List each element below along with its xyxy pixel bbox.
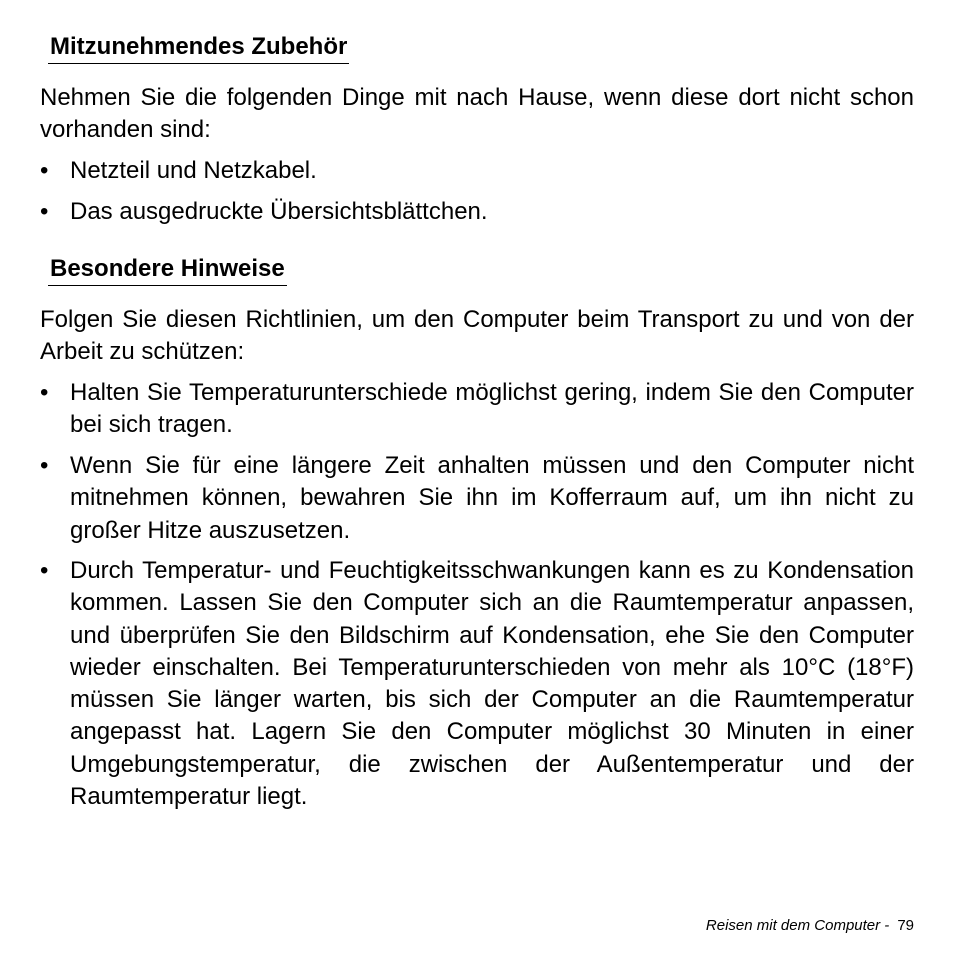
list-item-text: Wenn Sie für eine längere Zeit anhalten müssen und den Computer nicht mitnehmen können, bewahren Sie ihn im Kofferraum auf, um ihn nicht zu großer Hitze auszusetzen. — [70, 452, 914, 544]
section-heading-accessories: Mitzunehmendes Zubehör — [48, 32, 349, 64]
bullet-icon: • — [40, 557, 49, 584]
accessories-intro-paragraph: Nehmen Sie die folgenden Dinge mit nach Hause, wenn diese dort nicht schon vorhanden sind: — [40, 84, 914, 144]
list-item-text: Durch Temperatur- und Feuchtigkeitsschwankungen kann es zu Kondensation kommen. Lassen Sie den Computer sich an die Raumtemperatur anpassen, und überprüfen Sie den Bildschirm auf Kondensation, ehe Sie den Computer wieder einschalten. Bei Temperaturunterschieden von mehr als 10°C (18°F) müssen Sie länger warten, bis sich der Computer an die Raumtemperatur angepasst hat. Lagern Sie den Computer möglichst 30 Minuten in einer Umgebungstemperatur, die zwischen der Außentemperatur und der Raumtemperatur liegt. — [70, 557, 914, 811]
list-item — [40, 555, 914, 813]
list-item — [40, 196, 914, 228]
notes-intro-paragraph: Folgen Sie diesen Richtlinien, um den Computer beim Transport zu und von der Arbeit zu schützen: — [40, 306, 914, 366]
list-item — [40, 377, 914, 442]
page-footer — [706, 916, 914, 936]
footer-chapter-title: Reisen mit dem Computer - — [705, 917, 890, 934]
list-item — [40, 450, 914, 547]
bullet-icon: • — [40, 379, 49, 406]
list-item-text: Halten Sie Temperaturunterschiede möglichst gering, indem Sie den Computer bei sich tragen. — [70, 379, 914, 439]
list-item-text: Netzteil und Netzkabel. — [70, 157, 317, 184]
bullet-icon: • — [40, 198, 49, 225]
page-number: 79 — [897, 917, 914, 934]
bullet-icon: • — [40, 157, 49, 184]
list-item-text: Das ausgedruckte Übersichtsblättchen. — [70, 198, 488, 225]
list-item — [40, 155, 914, 187]
bullet-icon: • — [40, 452, 49, 479]
section-heading-special-notes: Besondere Hinweise — [48, 254, 287, 286]
